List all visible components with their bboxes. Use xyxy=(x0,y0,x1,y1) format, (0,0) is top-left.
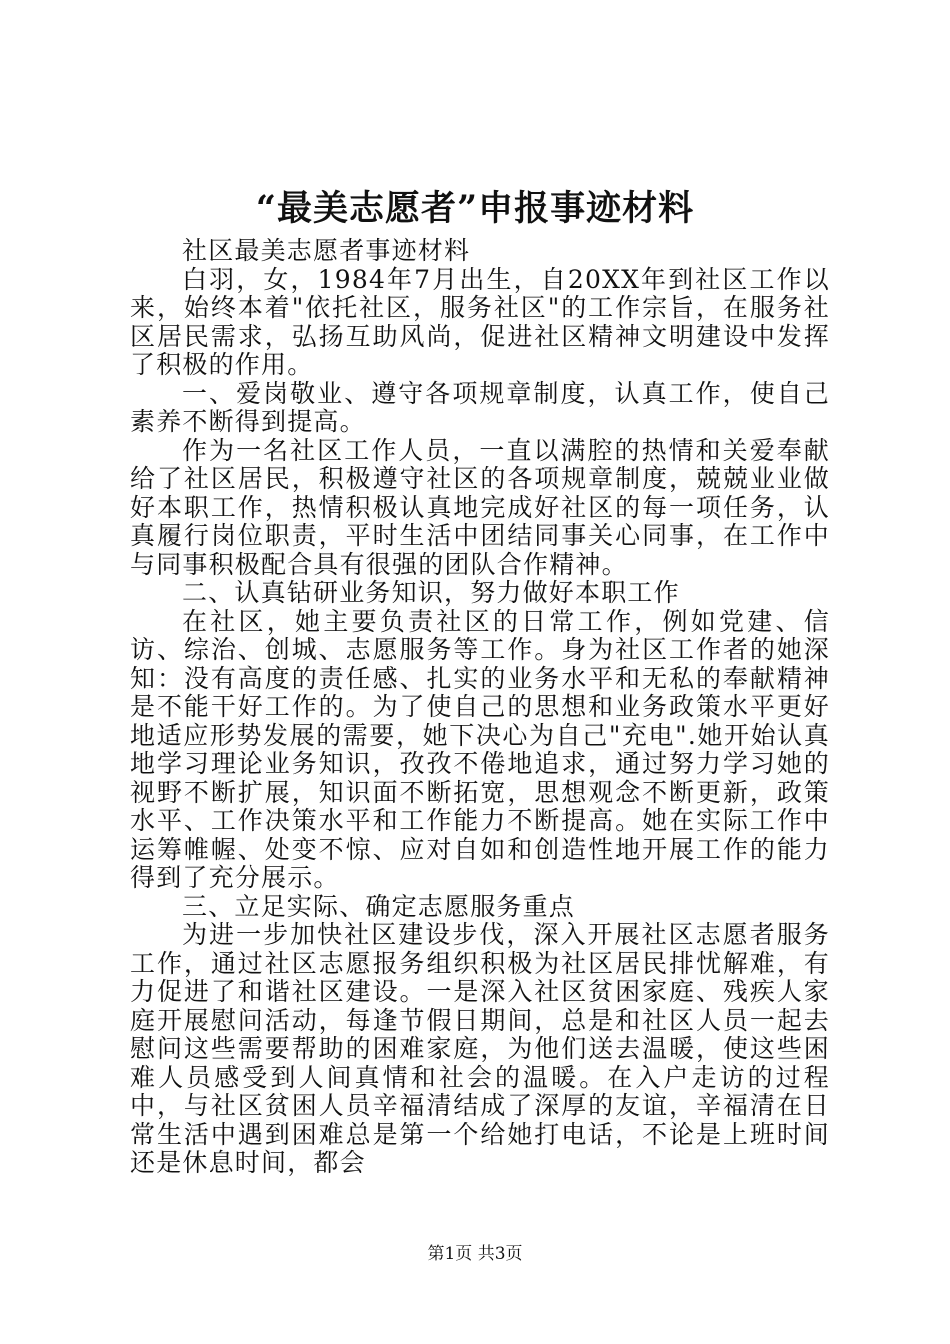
paragraph-subtitle: 社区最美志愿者事迹材料 xyxy=(182,236,471,265)
document-title: “最美志愿者”申报事迹材料 xyxy=(255,188,695,229)
section-heading-2: 二、认真钻研业务知识，努力做好本职工作 xyxy=(182,578,680,607)
page-number-footer: 第1页 共3页 xyxy=(427,1244,523,1264)
document-body xyxy=(130,237,830,1178)
section-heading-1: 一、爱岗敬业、遵守各项规章制度，认真工作，使自己素养不断得到提高。 xyxy=(130,378,830,436)
section-heading-3: 三、立足实际、确定志愿服务重点 xyxy=(182,891,576,921)
paragraph-section-1: 作为一名社区工作人员，一直以满腔的热情和关爱奉献给了社区居民，积极遵守社区的各项规章制度，兢兢业业做好本职工作，热情积极认真地完成好社区的每一项任务，认真履行岗位职责，平时生活中团结同事关心同事，在工作中与同事积极配合具有很强的团队合作精神。 xyxy=(130,435,830,579)
paragraph-section-2: 在社区，她主要负责社区的日常工作，例如党建、信访、综治、创城、志愿服务等工作。身为社区工作者的她深知：没有高度的责任感、扎实的业务水平和无私的奉献精神是不能干好工作的。为了使自己的思想和业务政策水平更好地适应形势发展的需要，她下决心为自己"充电".她开始认真地学习理论业务知识，孜孜不倦地追求，通过努力学习她的视野不断扩展，知识面不断拓宽，思想观念不断更新，政策水平、工作决策水平和工作能力不断提高。她在实际工作中运筹帷幄、处变不惊、应对自如和创造性地开展工作的能力得到了充分展示。 xyxy=(130,606,830,892)
paragraph-section-3: 为进一步加快社区建设步伐，深入开展社区志愿者服务工作，通过社区志愿报务组织积极为社区居民排忧解难，有力促进了和谐社区建设。一是深入社区贫困家庭、残疾人家庭开展慰问活动，每逢节假日期间，总是和社区人员一起去慰问这些需要帮助的困难家庭，为他们送去温暖，使这些困难人员感受到人间真情和社会的温暖。在入户走访的过程中，与社区贫困人员辛福清结成了深厚的友谊，辛福清在日常生活中遇到困难总是第一个给她打电话，不论是上班时间还是休息时间，都会 xyxy=(130,920,830,1177)
paragraph-intro: 白羽，女，1984年7月出生，自20XX年到社区工作以来，始终本着"依托社区，服务社区"的工作宗旨，在服务社区居民需求，弘扬互助风尚，促进社区精神文明建设中发挥了积极的作用。 xyxy=(130,264,830,379)
